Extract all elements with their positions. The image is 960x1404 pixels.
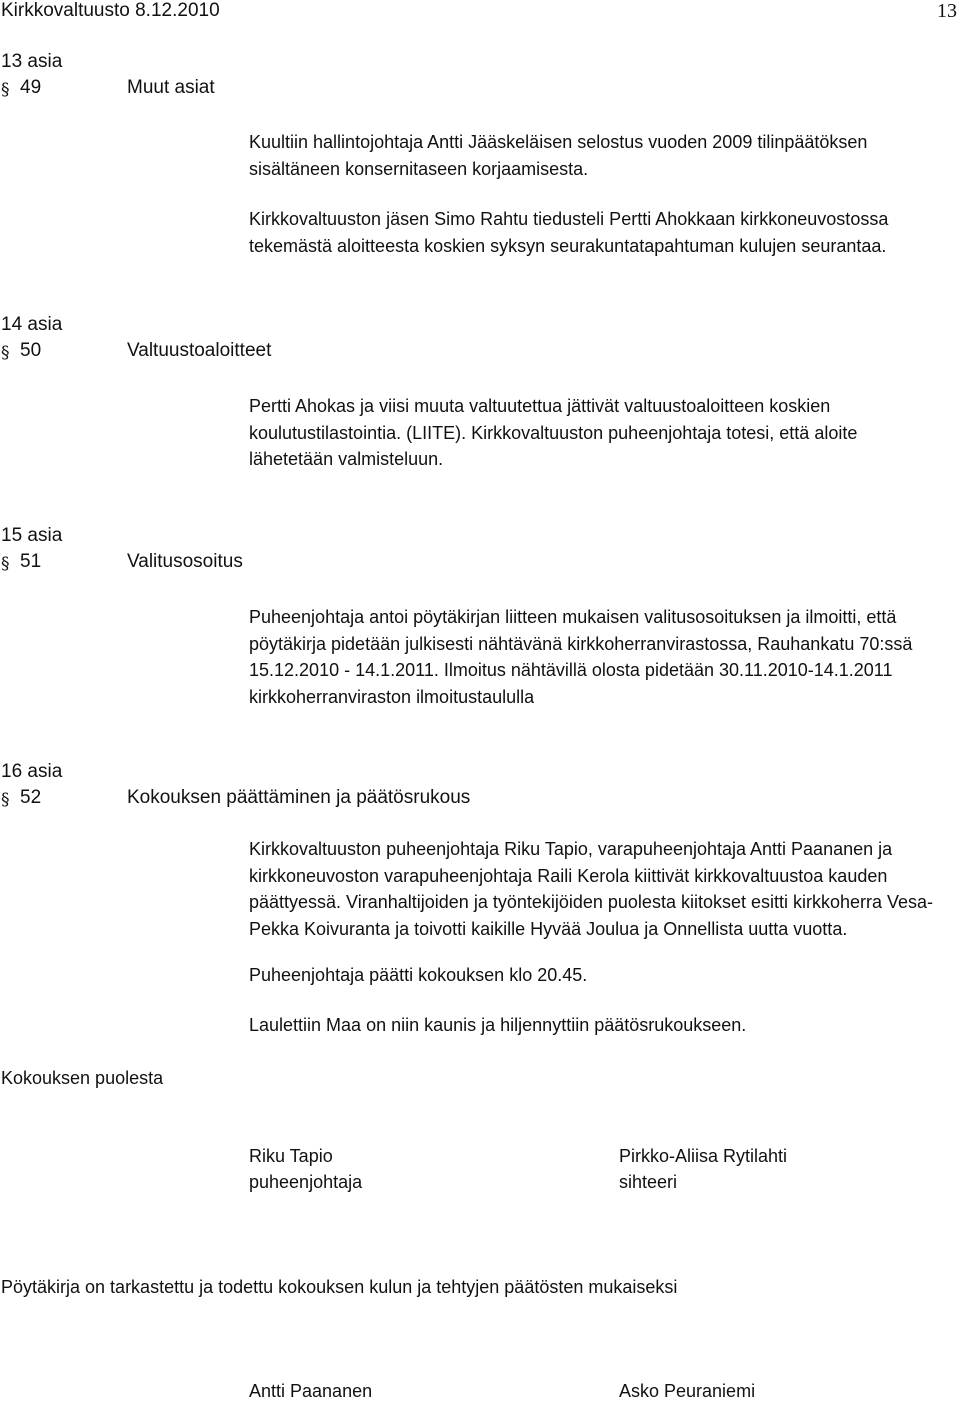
section-14-asia: 14 asia — [1, 314, 63, 335]
section-49-title: Muut asiat — [127, 77, 215, 98]
document-title: Kirkkovaltuusto 8.12.2010 — [1, 0, 220, 21]
section-13-asia: 13 asia — [1, 51, 63, 72]
signatures-label: Kokouksen puolesta — [1, 1068, 164, 1088]
checker-1-name: Antti Paananen — [249, 1381, 373, 1401]
verification-statement: Pöytäkirja on tarkastettu ja todettu kokouksen kulun ja tehtyjen päätösten mukaiseksi — [1, 1277, 678, 1297]
section-51-title: Valitusosoitus — [127, 551, 243, 572]
section-sign: § — [1, 343, 10, 363]
signer-1-role: puheenjohtaja — [249, 1172, 363, 1192]
section-52-body — [249, 836, 939, 942]
signer-1-name: Riku Tapio — [249, 1146, 333, 1166]
section-51-paragraph-1: Puheenjohtaja antoi pöytäkirjan liitteen mukaisen valitusosoituksen ja ilmoitti, että pöytäkirja pidetään julkisesti nähtävänä kirkkoherranvirastossa, Rauhankatu 70:ssä 15.12.2010 - 14.1.2011. Ilmoitus nähtävillä olosta pidetään 30.11.2010-14.1.2011 kirkkoherranviraston ilmoitustaululla — [249, 607, 913, 707]
section-52-paragraph-1: Kirkkovaltuuston puheenjohtaja Riku Tapio, varapuheenjohtaja Antti Paananen ja kirkkoneuvoston varapuheenjohtaja Raili Kerola kiittivät kirkkovaltuustoa kauden päättyessä. Viranhaltijoiden ja työntekijöiden puolesta kiitokset esitti kirkkoherra Vesa-Pekka Koivuranta ja toivotti kaikille Hyvää Joulua ja Onnellista uutta vuotta. — [249, 839, 934, 939]
section-52-title: Kokouksen päättäminen ja päätösrukous — [127, 787, 471, 808]
section-sign: § — [1, 790, 10, 810]
section-49-paragraph-2: Kirkkovaltuuston jäsen Simo Rahtu tiedusteli Pertti Ahokkaan kirkkoneuvostossa tekemästä aloitteesta koskien syksyn seurakuntatapahtuman kulujen seurantaa. — [249, 209, 889, 256]
section-50-number: 50 — [20, 340, 42, 361]
section-52-number: 52 — [20, 787, 42, 808]
section-52-paragraph-2: Puheenjohtaja päätti kokouksen klo 20.45. — [249, 965, 588, 985]
section-sign: § — [1, 80, 10, 100]
signer-2-role: sihteeri — [619, 1172, 678, 1192]
section-52-body-2 — [249, 962, 939, 989]
page-number: 13 — [937, 0, 957, 22]
section-52-body-3 — [249, 1012, 939, 1039]
section-51-body — [249, 604, 939, 710]
section-49-number: 49 — [20, 77, 42, 98]
section-50-paragraph-1: Pertti Ahokas ja viisi muuta valtuutettua jättivät valtuustoaloitteen koskien koulutustilastointia. (LIITE). Kirkkovaltuuston puheenjohtaja totesi, että aloite lähetetään valmisteluun. — [249, 396, 858, 469]
section-50-title: Valtuustoaloitteet — [127, 340, 272, 361]
section-50-body — [249, 393, 939, 473]
section-51-number: 51 — [20, 551, 42, 572]
section-49-body — [249, 129, 939, 182]
signer-2-name: Pirkko-Aliisa Rytilahti — [619, 1146, 788, 1166]
section-15-asia: 15 asia — [1, 525, 63, 546]
checker-2-name: Asko Peuraniemi — [619, 1381, 756, 1401]
section-16-asia: 16 asia — [1, 761, 63, 782]
section-49-body-2 — [249, 206, 939, 259]
section-49-paragraph-1: Kuultiin hallintojohtaja Antti Jääskeläisen selostus vuoden 2009 tilinpäätöksen sisältäneen konsernitaseen korjaamisesta. — [249, 132, 868, 179]
section-52-paragraph-3: Laulettiin Maa on niin kaunis ja hiljennyttiin päätösrukoukseen. — [249, 1015, 747, 1035]
section-sign: § — [1, 554, 10, 574]
